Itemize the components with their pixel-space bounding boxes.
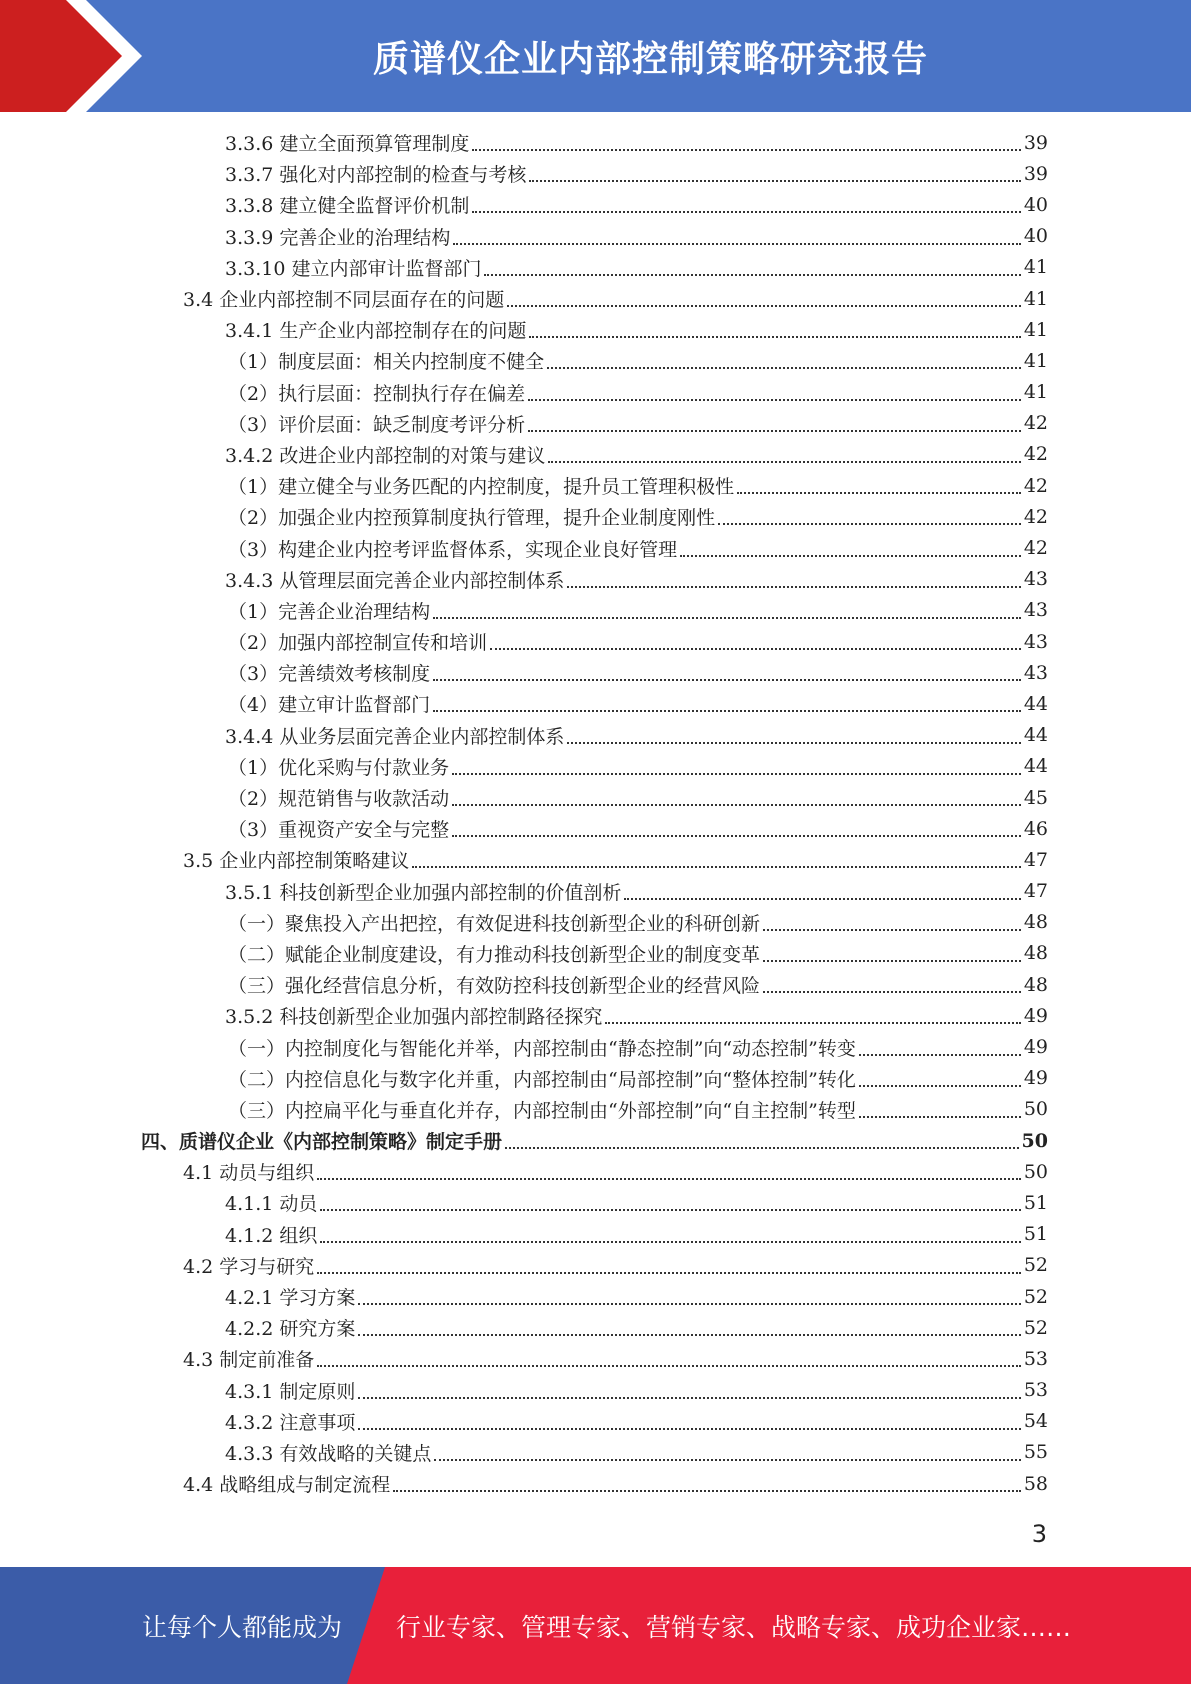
toc-entry[interactable]: [0, 252, 1191, 283]
toc-entry-page: 43: [1023, 661, 1048, 684]
toc-dot-leader: [859, 1053, 1021, 1056]
toc-entry[interactable]: [0, 1094, 1191, 1125]
toc-entry[interactable]: [0, 751, 1191, 782]
toc-dot-leader: [320, 1208, 1020, 1211]
toc-entry-title: （二）赋能企业制度建设，有力推动科技创新型企业的制度变革: [228, 943, 761, 966]
toc-entry-title: （3）评价层面：缺乏制度考评分析: [228, 413, 526, 436]
toc-dot-leader: [528, 398, 1021, 401]
toc-dot-leader: [472, 148, 1020, 151]
toc-entry-page: 58: [1023, 1472, 1048, 1495]
toc-entry-page: 52: [1023, 1254, 1048, 1277]
toc-entry-page: 49: [1023, 1067, 1048, 1090]
footer-slogan-right: 行业专家、管理专家、营销专家、战略专家、成功企业家……: [396, 1612, 1072, 1642]
toc-entry[interactable]: [0, 1000, 1191, 1031]
toc-entry-page: 50: [1021, 1129, 1048, 1152]
toc-entry-title: （4）建立审计监督部门: [228, 694, 431, 717]
toc-entry[interactable]: [0, 1468, 1191, 1499]
toc-entry-page: 42: [1023, 443, 1048, 466]
toc-entry[interactable]: [0, 720, 1191, 751]
toc-dot-leader: [452, 803, 1021, 806]
toc-entry-title: 4.1 动员与组织: [183, 1162, 315, 1185]
toc-entry-page: 41: [1023, 381, 1048, 404]
toc-entry-title: 3.3.7 强化对内部控制的检查与考核: [225, 164, 527, 187]
toc-entry[interactable]: [0, 314, 1191, 345]
toc-dot-leader: [393, 1489, 1021, 1492]
toc-entry[interactable]: [0, 564, 1191, 595]
toc-dot-leader: [718, 522, 1021, 525]
toc-dot-leader: [859, 1115, 1021, 1118]
toc-entry-page: 49: [1023, 1036, 1048, 1059]
toc-entry-title: 3.3.6 建立全面预算管理制度: [225, 133, 470, 156]
toc-entry-title: 4.3 制定前准备: [183, 1349, 315, 1372]
toc-entry-title: 3.3.9 完善企业的治理结构: [225, 226, 451, 249]
toc-entry-title: （3）完善绩效考核制度: [228, 663, 431, 686]
toc-entry-title: （3）重视资产安全与完整: [228, 819, 450, 842]
toc-dot-leader: [358, 1333, 1020, 1336]
toc-entry-page: 45: [1023, 786, 1048, 809]
toc-entry[interactable]: [0, 1156, 1191, 1187]
toc-entry-page: 50: [1023, 1160, 1048, 1183]
toc-entry[interactable]: [0, 1031, 1191, 1062]
toc-entry[interactable]: [0, 1343, 1191, 1374]
toc-entry-page: 40: [1023, 225, 1048, 248]
toc-entry-page: 48: [1023, 911, 1048, 934]
toc-entry-title: 四、质谱仪企业《内部控制策略》制定手册: [141, 1131, 503, 1154]
toc-entry-page: 55: [1023, 1441, 1048, 1464]
toc-entry-title: 4.3.2 注意事项: [225, 1411, 356, 1434]
toc-entry-title: 3.4.2 改进企业内部控制的对策与建议: [225, 444, 546, 467]
toc-entry-page: 52: [1023, 1316, 1048, 1339]
toc-entry[interactable]: [0, 501, 1191, 532]
toc-entry[interactable]: [0, 221, 1191, 252]
toc-entry-title: 3.4.3 从管理层面完善企业内部控制体系: [225, 569, 565, 592]
toc-entry[interactable]: [0, 1437, 1191, 1468]
toc-entry-title: 3.5.1 科技创新型企业加强内部控制的价值剖析: [225, 881, 622, 904]
toc-entry[interactable]: [0, 1250, 1191, 1281]
toc-entry[interactable]: [0, 189, 1191, 220]
toc-entry[interactable]: [0, 1063, 1191, 1094]
toc-entry-page: 43: [1023, 630, 1048, 653]
toc-entry-title: 3.4.4 从业务层面完善企业内部控制体系: [225, 725, 565, 748]
toc-dot-leader: [528, 429, 1021, 432]
toc-entry-title: （1）制度层面：相关内控制度不健全: [228, 351, 545, 374]
toc-entry-title: 4.4 战略组成与制定流程: [183, 1474, 391, 1497]
toc-entry[interactable]: [0, 1187, 1191, 1218]
toc-dot-leader: [317, 1177, 1021, 1180]
toc-entry-page: 41: [1023, 318, 1048, 341]
toc-entry-page: 41: [1023, 349, 1048, 372]
toc-entry-title: 4.2 学习与研究: [183, 1255, 315, 1278]
toc-dot-leader: [433, 678, 1021, 681]
toc-entry-title: 3.5.2 科技创新型企业加强内部控制路径探究: [225, 1006, 603, 1029]
toc-dot-leader: [547, 366, 1021, 369]
toc-entry[interactable]: [0, 127, 1191, 158]
toc-entry-title: （一）聚焦投入产出把控，有效促进科技创新型企业的科研创新: [228, 912, 761, 935]
toc-dot-leader: [317, 1271, 1021, 1274]
toc-entry[interactable]: [0, 813, 1191, 844]
toc-dot-leader: [452, 772, 1021, 775]
toc-entry-title: （三）强化经营信息分析，有效防控科技创新型企业的经营风险: [228, 975, 761, 998]
toc-entry[interactable]: [0, 1312, 1191, 1343]
toc-entry-title: 4.2.2 研究方案: [225, 1318, 356, 1341]
toc-entry[interactable]: [0, 907, 1191, 938]
toc-entry-title: 3.3.10 建立内部审计监督部门: [225, 257, 482, 280]
toc-entry[interactable]: [0, 439, 1191, 470]
toc-entry[interactable]: [0, 158, 1191, 189]
toc-dot-leader: [567, 585, 1020, 588]
toc-dot-leader: [763, 928, 1021, 931]
toc-entry-title: 4.3.1 制定原则: [225, 1380, 356, 1403]
toc-entry-page: 49: [1023, 1004, 1048, 1027]
toc-dot-leader: [320, 1240, 1020, 1243]
toc-entry[interactable]: [0, 532, 1191, 563]
toc-entry-page: 42: [1023, 474, 1048, 497]
toc-entry-title: 3.5 企业内部控制策略建议: [183, 850, 410, 873]
toc-entry-page: 48: [1023, 973, 1048, 996]
toc-entry[interactable]: [0, 1375, 1191, 1406]
toc-entry[interactable]: [0, 688, 1191, 719]
toc-dot-leader: [680, 554, 1021, 557]
toc-entry-title: （2）加强内部控制宣传和培训: [228, 632, 488, 655]
toc-entry[interactable]: [0, 283, 1191, 314]
toc-entry-page: 46: [1023, 817, 1048, 840]
toc-entry-title: （1）优化采购与付款业务: [228, 756, 450, 779]
toc-entry-page: 39: [1023, 131, 1048, 154]
toc-entry[interactable]: [0, 1281, 1191, 1312]
toc-entry-title: 3.4.1 生产企业内部控制存在的问题: [225, 320, 527, 343]
toc-entry-title: （2）规范销售与收款活动: [228, 788, 450, 811]
toc-entry-page: 50: [1023, 1098, 1048, 1121]
toc-dot-leader: [529, 335, 1020, 338]
toc-entry-page: 40: [1023, 193, 1048, 216]
toc-entry-page: 42: [1023, 537, 1048, 560]
toc-entry-page: 41: [1023, 256, 1048, 279]
toc-entry-page: 52: [1023, 1285, 1048, 1308]
toc-entry[interactable]: [0, 782, 1191, 813]
toc-entry-title: （2）执行层面：控制执行存在偏差: [228, 382, 526, 405]
toc-entry-page: 48: [1023, 942, 1048, 965]
toc-entry[interactable]: [0, 408, 1191, 439]
toc-entry[interactable]: [0, 1125, 1191, 1156]
toc-entry-title: （三）内控扁平化与垂直化并存，内部控制由“外部控制”向“自主控制”转型: [228, 1099, 856, 1122]
toc-dot-leader: [507, 304, 1021, 307]
toc-dot-leader: [358, 1427, 1020, 1430]
toc-entry-page: 51: [1023, 1191, 1048, 1214]
toc-entry-title: （1）完善企业治理结构: [228, 600, 431, 623]
toc-dot-leader: [548, 460, 1020, 463]
toc-dot-leader: [490, 647, 1021, 650]
toc-entry-title: 4.1.2 组织: [225, 1224, 318, 1247]
page-number: 3: [1031, 1520, 1047, 1548]
toc-entry-page: 44: [1023, 755, 1048, 778]
toc-dot-leader: [624, 897, 1020, 900]
document-title: 质谱仪企业内部控制策略研究报告: [372, 38, 928, 80]
toc-entry-page: 39: [1023, 162, 1048, 185]
toc-dot-leader: [452, 834, 1021, 837]
toc-entry-title: 4.1.1 动员: [225, 1193, 318, 1216]
header-chevron-decoration: [0, 0, 160, 112]
toc-dot-leader: [317, 1364, 1021, 1367]
toc-entry-title: （3）构建企业内控考评监督体系，实现企业良好管理: [228, 538, 678, 561]
toc-dot-leader: [763, 959, 1021, 962]
toc-entry-page: 42: [1023, 412, 1048, 435]
toc-entry-page: 54: [1023, 1410, 1048, 1433]
toc-entry-page: 43: [1023, 599, 1048, 622]
toc-entry-page: 47: [1023, 880, 1048, 903]
footer-slogan-left: 让每个人都能成为: [142, 1612, 343, 1642]
toc-dot-leader: [567, 741, 1020, 744]
toc-dot-leader: [412, 865, 1021, 868]
toc-entry[interactable]: [0, 345, 1191, 376]
toc-entry[interactable]: [0, 844, 1191, 875]
toc-entry-title: 4.2.1 学习方案: [225, 1287, 356, 1310]
toc-entry[interactable]: [0, 938, 1191, 969]
toc-entry-title: （二）内控信息化与数字化并重，内部控制由“局部控制”向“整体控制”转化: [228, 1068, 856, 1091]
toc-entry-page: 47: [1023, 848, 1048, 871]
toc-entry-page: 53: [1023, 1379, 1048, 1402]
toc-dot-leader: [605, 1021, 1020, 1024]
toc-entry[interactable]: [0, 969, 1191, 1000]
table-of-contents: [0, 127, 1191, 1499]
toc-dot-leader: [737, 491, 1021, 494]
toc-entry-title: （一）内控制度化与智能化并举，内部控制由“静态控制”向“动态控制”转变: [228, 1037, 856, 1060]
toc-entry[interactable]: [0, 1406, 1191, 1437]
toc-entry-title: 4.3.3 有效战略的关键点: [225, 1442, 432, 1465]
toc-dot-leader: [358, 1302, 1020, 1305]
toc-dot-leader: [433, 709, 1021, 712]
toc-entry-page: 42: [1023, 505, 1048, 528]
toc-dot-leader: [484, 273, 1020, 276]
toc-dot-leader: [529, 179, 1020, 182]
toc-entry-page: 43: [1023, 568, 1048, 591]
toc-entry-title: （2）加强企业内控预算制度执行管理，提升企业制度刚性: [228, 507, 716, 530]
toc-dot-leader: [433, 616, 1021, 619]
toc-entry-page: 53: [1023, 1347, 1048, 1370]
page-header: [0, 0, 1191, 112]
page-footer: [0, 1567, 1191, 1684]
toc-entry-page: 41: [1023, 287, 1048, 310]
toc-entry-title: 3.3.8 建立健全监督评价机制: [225, 195, 470, 218]
toc-entry[interactable]: [0, 876, 1191, 907]
toc-dot-leader: [763, 990, 1021, 993]
toc-entry[interactable]: [0, 377, 1191, 408]
toc-entry-page: 51: [1023, 1223, 1048, 1246]
toc-entry[interactable]: [0, 626, 1191, 657]
toc-dot-leader: [472, 210, 1020, 213]
toc-entry-page: 44: [1023, 692, 1048, 715]
toc-entry-title: 3.4 企业内部控制不同层面存在的问题: [183, 289, 505, 312]
toc-dot-leader: [505, 1146, 1019, 1149]
toc-dot-leader: [453, 242, 1020, 245]
toc-entry[interactable]: [0, 657, 1191, 688]
toc-dot-leader: [434, 1458, 1020, 1461]
toc-entry[interactable]: [0, 1219, 1191, 1250]
toc-entry-title: （1）建立健全与业务匹配的内控制度，提升员工管理积极性: [228, 476, 735, 499]
toc-dot-leader: [358, 1396, 1020, 1399]
toc-entry-page: 44: [1023, 724, 1048, 747]
toc-dot-leader: [859, 1084, 1021, 1087]
toc-entry[interactable]: [0, 595, 1191, 626]
toc-entry[interactable]: [0, 470, 1191, 501]
